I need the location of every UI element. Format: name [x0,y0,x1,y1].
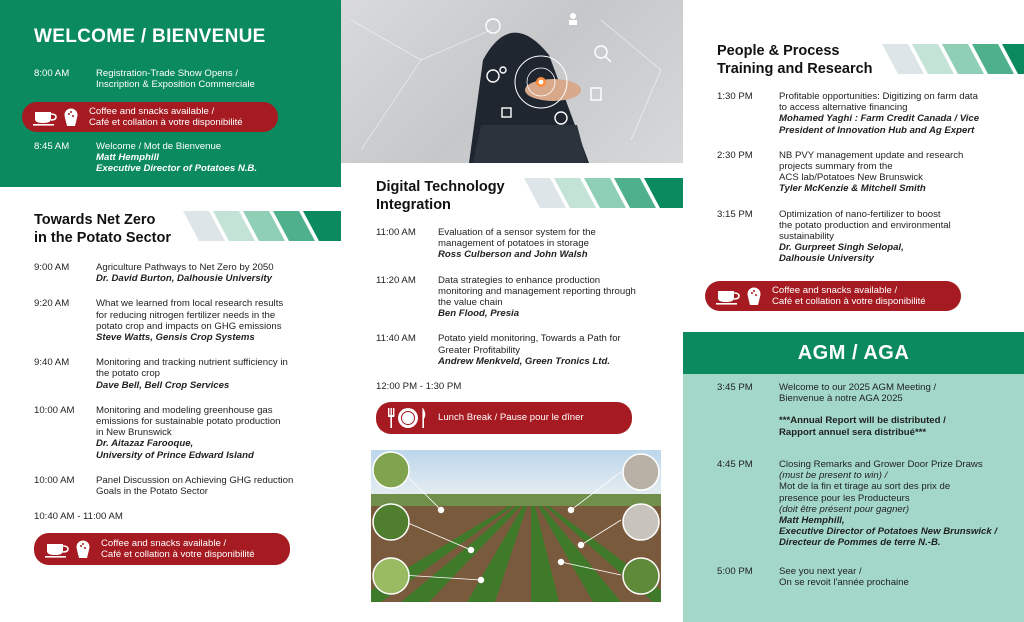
item-description: to access alternative financing [779,102,908,114]
speaker-name: Mohamed Yaghi : Farm Credit Canada / Vice [779,113,980,125]
schedule-item [376,227,676,261]
item-description: Goals in the Potato Sector [96,486,208,498]
net-zero-title [34,211,171,247]
lunch-break-banner [376,402,632,434]
item-description: in New Brunswick [96,427,172,439]
digital-technology-photo [341,0,683,163]
digital-title [376,178,505,214]
schedule-item [376,333,676,367]
agm-section [683,374,1024,622]
item-note: (must be present to win) / [779,470,888,482]
annual-report-note: ***Annual Report will be distributed / [779,415,946,427]
schedule-item [34,475,334,497]
schedule-item [717,150,1017,195]
item-description: Registration-Trade Show Opens / [96,68,239,79]
coffee-cup-icon [44,540,70,558]
section-title-line: in the Potato Sector [34,230,171,246]
speaker-name: Matt Hemphill [96,152,159,164]
speaker-title: Executive Director of Potatoes New Brunswick / [779,526,998,538]
schedule-item [34,405,334,461]
column-left [0,0,341,622]
schedule-item [34,511,334,522]
item-description: Bienvenue à notre AGA 2025 [779,393,903,405]
muffin-icon [744,286,764,306]
item-time: 8:45 AM [34,141,70,152]
decorative-stripes [882,44,1024,74]
people-schedule [717,91,1017,276]
coffee-cup-icon [32,108,58,126]
item-description: Welcome to our 2025 AGM Meeting / [779,382,937,393]
coffee-text-en: Coffee and snacks available / [101,537,227,549]
coffee-cup-icon [715,287,741,305]
hand-network-illustration [341,0,683,163]
item-description: Inscription & Exposition Commerciale [96,79,255,91]
speaker-name: Ross Culberson and John Walsh [438,249,588,261]
item-note: (doit être présent pour gagner) [779,503,910,515]
item-time: 9:40 AM [34,357,70,369]
item-description: Potato yield monitoring, Towards a Path for [438,333,621,345]
item-description: the potato crop [96,368,161,380]
column-middle [341,0,683,622]
schedule-item [717,382,1017,438]
speaker-name: Dr. Aitazaz Farooque, [96,438,194,450]
speaker-affiliation: University of Prince Edward Island [96,449,254,461]
section-title-line: Integration [376,197,451,213]
section-title-line: Towards Net Zero [34,212,156,228]
coffee-text-fr: Café et collation à votre disponibilité [101,549,255,560]
schedule-item [717,91,1017,136]
speaker-title: Executive Director of Potatoes N.B. [96,163,258,175]
schedule-item [34,68,336,90]
coffee-text-fr: Café et collation à votre disponibilité [772,296,926,307]
coffee-text-en: Coffee and snacks available / [772,284,898,296]
welcome-title: WELCOME / BIENVENUE [34,26,266,47]
item-description: Optimization of nano-fertilizer to boost [779,208,941,220]
field-photo [371,450,661,602]
item-time: 3:15 PM [717,208,753,220]
item-description: sustainability [779,231,834,243]
speaker-name: Ben Flood, Presia [438,308,520,320]
item-time: 5:00 PM [717,566,753,577]
item-description: Agriculture Pathways to Net Zero by 2050 [96,262,274,273]
annual-report-note: Rapport annuel sera distribué*** [779,426,927,438]
item-description: Data strategies to enhance production [438,274,601,286]
item-description: Greater Profitability [438,344,521,356]
item-time: 10:40 AM - 11:00 AM [34,511,123,523]
coffee-break-banner [34,533,290,565]
item-time: 10:00 AM [34,474,75,486]
item-description: See you next year / [779,566,862,577]
schedule-item [34,262,334,284]
item-description: ACS lab/Potatoes New Brunswick [779,172,923,184]
item-time: 11:40 AM [376,333,416,345]
speaker-name: Matt Hemphill, [779,515,845,527]
item-description: Monitoring and modeling greenhouse gas [96,404,273,416]
section-title-line: Digital Technology [376,179,505,195]
item-description: Profitable opportunities: Digitizing on farm data [779,91,978,102]
speaker-title: President of Innovation Hub and Ag Expert [779,124,975,136]
plate-cutlery-icon [386,406,430,430]
item-time: 8:00 AM [34,68,70,79]
schedule-item [376,275,676,320]
schedule-item [717,566,1017,588]
speaker-name: Tyler McKenzie & Mitchell Smith [779,183,926,195]
speaker-affiliation: Dalhousie University [779,253,874,265]
coffee-break-banner [705,281,961,311]
people-process-title [717,42,873,78]
item-time: 10:00 AM [34,404,75,416]
speaker-name: Dr. David Burton, Dalhousie University [96,273,272,285]
speaker-name: Steve Watts, Gensis Crop Systems [96,332,255,344]
column-right [683,0,1024,622]
item-time: 9:20 AM [34,298,70,310]
digital-schedule [376,227,676,403]
item-description: potato crop and impacts on GHG emissions [96,320,282,332]
item-time: 1:30 PM [717,91,753,102]
schedule-item [376,381,676,392]
coffee-break-banner [22,102,278,132]
agm-title: AGM / AGA [683,332,1024,374]
item-time: 2:30 PM [717,149,753,161]
item-description: the potato production and environmental [779,219,951,231]
item-time: 4:45 PM [717,459,753,470]
schedule-item [34,141,336,175]
speaker-name: Andrew Menkveld, Green Tronics Ltd. [438,355,611,367]
schedule-item [34,357,334,391]
item-description: Monitoring and tracking nutrient sufficiency in [96,357,288,369]
muffin-icon [61,107,81,127]
item-time: 11:00 AM [376,227,416,238]
item-time: 3:45 PM [717,382,753,393]
item-description: Mot de la fin et tirage au sort des prix de [779,481,951,493]
item-description: NB PVY management update and research [779,149,964,161]
item-description: management of potatoes in storage [438,238,589,250]
item-description: Closing Remarks and Grower Door Prize Draws [779,459,983,470]
item-description: presence pour les Producteurs [779,492,910,504]
speaker-name: Dave Bell, Bell Crop Services [96,379,230,391]
decorative-stripes [183,211,341,241]
item-description: emissions for sustainable potato production [96,416,281,428]
item-description: for reducing nitrogen fertilizer needs in the [96,309,276,321]
item-description: Evaluation of a sensor system for the [438,227,596,238]
item-description: What we learned from local research results [96,298,284,310]
section-title-line: People & Process [717,43,840,59]
schedule-item [717,209,1017,265]
muffin-icon [73,539,93,559]
net-zero-schedule [34,262,334,533]
schedule-item [34,298,334,343]
decorative-stripes [524,178,683,208]
potato-field-illustration [371,450,661,602]
item-time: 12:00 PM - 1:30 PM [376,381,462,393]
coffee-text-fr: Café et collation à votre disponibilité [89,117,243,128]
item-time: 11:20 AM [376,274,416,286]
item-time: 9:00 AM [34,262,70,273]
speaker-title: Directeur de Pommes de terre N.-B. [779,537,941,549]
welcome-section [0,0,341,187]
schedule-item [717,459,1017,549]
item-description: On se revoit l'année prochaine [779,577,909,589]
lunch-label: Lunch Break / Pause pour le dîner [438,412,584,424]
item-description: Panel Discussion on Achieving GHG reduction [96,474,294,486]
item-description: monitoring and management reporting through [438,285,636,297]
item-description: projects summary from the [779,161,893,173]
item-description: Welcome / Mot de Bienvenue [96,141,222,152]
coffee-text-en: Coffee and snacks available / [89,105,215,117]
section-title-line: Training and Research [717,61,873,77]
item-description: the value chain [438,297,503,309]
speaker-name: Dr. Gurpreet Singh Selopal, [779,242,904,254]
